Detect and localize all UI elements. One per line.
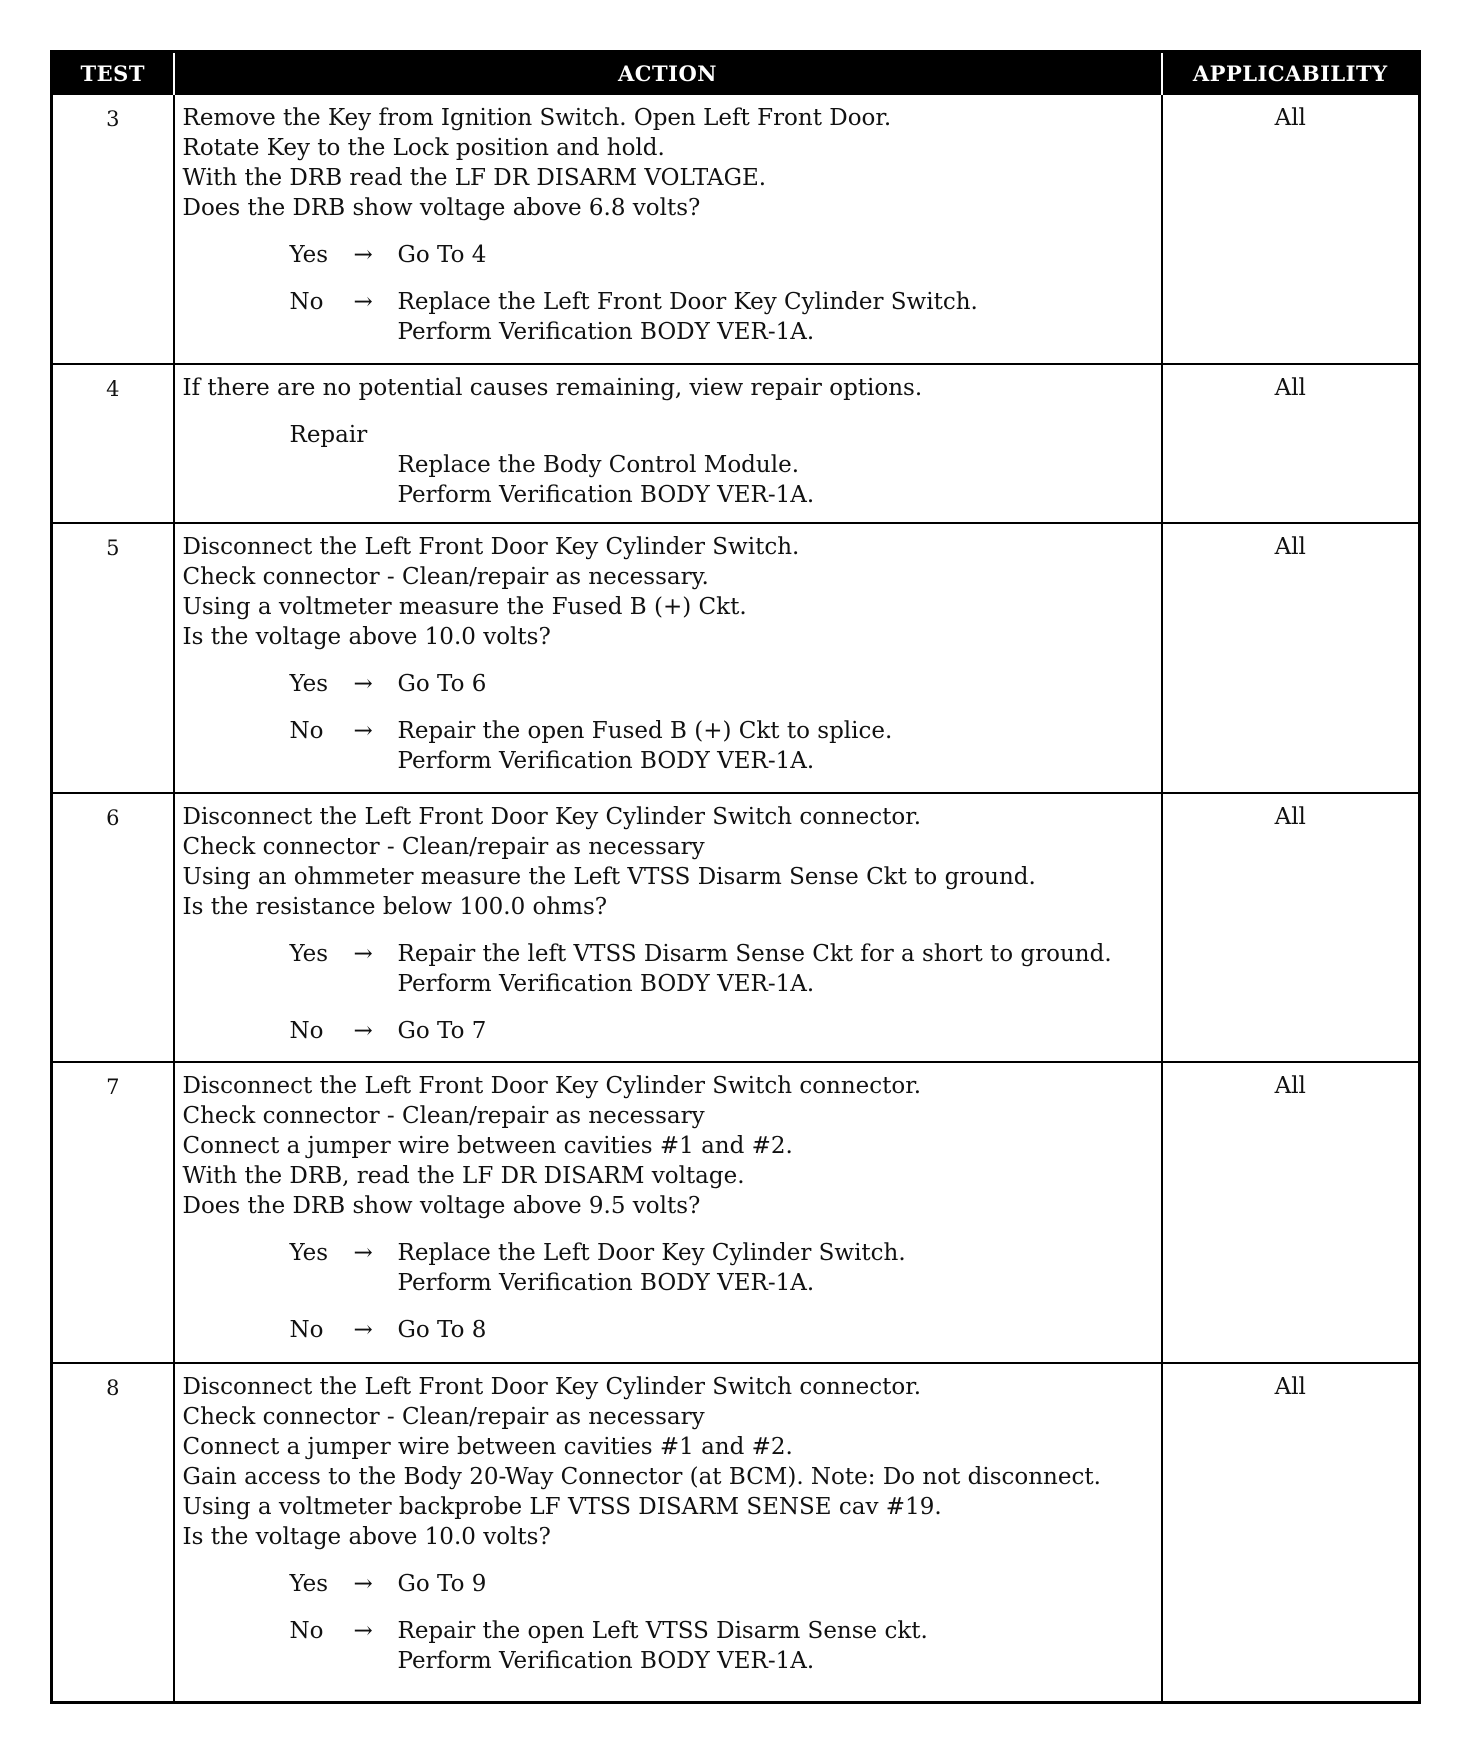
applicability-cell: All <box>1162 793 1420 1063</box>
right-arrow-icon: → <box>353 1570 373 1597</box>
action-line: Connect a jumper wire between cavities #1 and #2. <box>182 1133 793 1160</box>
branch-result: Repair the left VTSS Disarm Sense Ckt for a short to ground. <box>397 940 1112 967</box>
action-line: Check connector - Clean/repair as necessary <box>182 833 705 860</box>
branch-result: Perform Verification BODY VER-1A. <box>397 1647 815 1674</box>
action-cell <box>174 364 1162 524</box>
action-cell <box>174 1363 1162 1703</box>
yes-branch <box>290 1238 1153 1298</box>
action-line: Is the resistance below 100.0 ohms? <box>182 893 608 920</box>
action-cell <box>174 94 1162 364</box>
action-line: Is the voltage above 10.0 volts? <box>182 1523 551 1550</box>
action-cell <box>174 523 1162 793</box>
applicability-cell: All <box>1162 94 1420 364</box>
yes-label: Yes <box>289 242 329 268</box>
action-line: Check connector - Clean/repair as necessary <box>182 1403 705 1430</box>
action-line: Connect a jumper wire between cavities #1 and #2. <box>182 1433 793 1460</box>
no-branch <box>290 1616 1153 1676</box>
branch-result: Go To 7 <box>397 1017 487 1044</box>
action-line: Gain access to the Body 20-Way Connector (at BCM). Note: Do not disconnect. <box>182 1463 1101 1490</box>
right-arrow-icon: → <box>353 671 373 698</box>
action-cell <box>174 793 1162 1063</box>
repair-line: Replace the Body Control Module. <box>397 451 800 478</box>
no-branch <box>290 716 1153 776</box>
branch-result: Perform Verification BODY VER-1A. <box>397 1270 815 1297</box>
action-line: Disconnect the Left Front Door Key Cylinder Switch connector. <box>182 1373 922 1400</box>
branch-result: Replace the Left Door Key Cylinder Switch. <box>397 1240 906 1267</box>
yes-label: Yes <box>289 1240 329 1267</box>
table-row <box>52 364 1420 524</box>
yes-branch <box>290 669 1153 699</box>
yes-label: Yes <box>289 1570 329 1597</box>
branch-result: Perform Verification BODY VER-1A. <box>397 970 815 997</box>
applicability-cell: All <box>1162 364 1420 524</box>
branch-result: Perform Verification BODY VER-1A. <box>397 748 815 775</box>
action-line: Disconnect the Left Front Door Key Cylinder Switch connector. <box>182 1073 922 1100</box>
action-line: Remove the Key from Ignition Switch. Open Left Front Door. <box>182 105 892 131</box>
test-number: 7 <box>52 1062 174 1363</box>
right-arrow-icon: → <box>353 940 373 967</box>
repair-line: Perform Verification BODY VER-1A. <box>397 481 815 508</box>
action-line: Check connector - Clean/repair as necessary <box>182 1103 705 1130</box>
action-line: With the DRB read the LF DR DISARM VOLTAGE. <box>182 165 767 191</box>
table-row <box>52 1062 1420 1363</box>
test-number: 6 <box>52 793 174 1063</box>
applicability-cell: All <box>1162 1363 1420 1703</box>
repair-block <box>290 420 1153 510</box>
right-arrow-icon: → <box>353 242 373 268</box>
action-cell <box>174 1062 1162 1363</box>
action-line: Disconnect the Left Front Door Key Cylinder Switch. <box>182 534 800 561</box>
no-label: No <box>289 1017 324 1044</box>
action-line: Using an ohmmeter measure the Left VTSS Disarm Sense Ckt to ground. <box>182 863 1036 890</box>
action-line: Using a voltmeter backprobe LF VTSS DISARM SENSE cav #19. <box>182 1493 942 1520</box>
right-arrow-icon: → <box>353 1617 373 1644</box>
action-line: With the DRB, read the LF DR DISARM voltage. <box>182 1163 745 1190</box>
branch-result: Replace the Left Front Door Key Cylinder Switch. <box>397 289 978 315</box>
no-label: No <box>289 1317 324 1344</box>
branch-result: Perform Verification BODY VER-1A. <box>397 319 815 345</box>
branch-result: Go To 6 <box>397 671 487 698</box>
action-line: Disconnect the Left Front Door Key Cylinder Switch connector. <box>182 803 922 830</box>
branch-result: Go To 4 <box>397 242 487 268</box>
action-line: Check connector - Clean/repair as necessary. <box>182 564 709 591</box>
no-branch <box>290 287 1153 347</box>
action-line: If there are no potential causes remaining, view repair options. <box>182 374 923 401</box>
yes-label: Yes <box>289 940 329 967</box>
branch-result: Go To 8 <box>397 1317 487 1344</box>
table-row <box>52 1363 1420 1703</box>
no-branch <box>290 1016 1153 1046</box>
test-number: 5 <box>52 523 174 793</box>
table-row <box>52 523 1420 793</box>
no-label: No <box>289 289 324 315</box>
action-line: Using a voltmeter measure the Fused B (+) Ckt. <box>182 594 747 621</box>
applicability-cell: All <box>1162 1062 1420 1363</box>
yes-branch <box>290 1569 1153 1599</box>
test-number: 8 <box>52 1363 174 1703</box>
no-label: No <box>289 1617 324 1644</box>
header-action: ACTION <box>174 52 1162 95</box>
right-arrow-icon: → <box>353 1017 373 1044</box>
yes-branch <box>290 939 1153 999</box>
applicability-cell: All <box>1162 523 1420 793</box>
right-arrow-icon: → <box>353 289 373 315</box>
right-arrow-icon: → <box>353 718 373 745</box>
diagnostic-test-table <box>50 50 1421 1704</box>
header-applicability: APPLICABILITY <box>1162 52 1420 95</box>
action-line: Rotate Key to the Lock position and hold. <box>182 135 665 161</box>
branch-result: Go To 9 <box>397 1570 487 1597</box>
right-arrow-icon: → <box>353 1240 373 1267</box>
action-line: Does the DRB show voltage above 9.5 volts? <box>182 1193 701 1220</box>
branch-result: Repair the open Left VTSS Disarm Sense ckt. <box>397 1617 928 1644</box>
right-arrow-icon: → <box>353 1317 373 1344</box>
no-label: No <box>289 718 324 745</box>
yes-label: Yes <box>289 671 329 698</box>
test-number: 4 <box>52 364 174 524</box>
no-branch <box>290 1315 1153 1345</box>
branch-result: Repair the open Fused B (+) Ckt to splice. <box>397 718 893 745</box>
table-row <box>52 793 1420 1063</box>
yes-branch <box>290 240 1153 270</box>
table-header-row <box>52 52 1420 95</box>
action-line: Does the DRB show voltage above 6.8 volts? <box>182 195 701 221</box>
repair-label: Repair <box>289 421 368 448</box>
test-number: 3 <box>52 94 174 364</box>
header-test: TEST <box>52 52 174 95</box>
table-row <box>52 94 1420 364</box>
action-line: Is the voltage above 10.0 volts? <box>182 624 551 651</box>
